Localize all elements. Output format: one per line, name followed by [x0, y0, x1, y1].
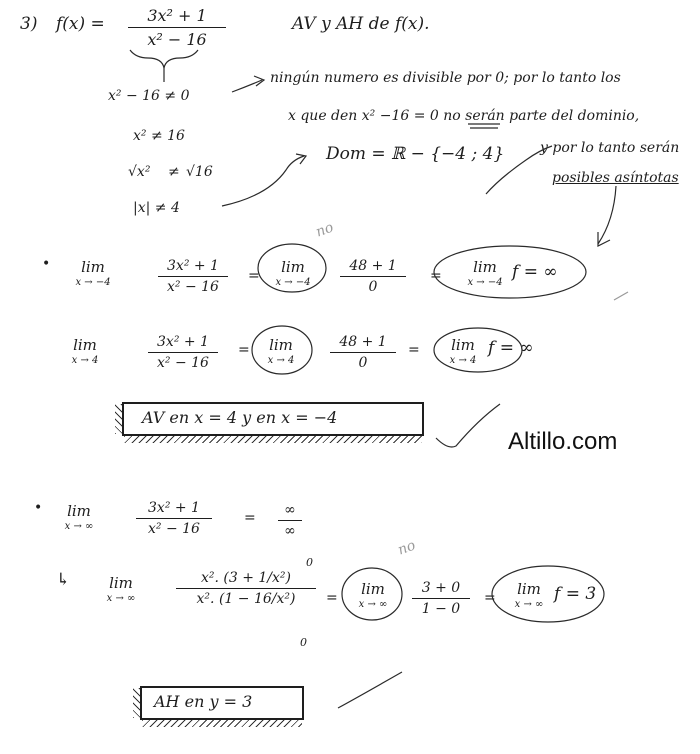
domain-step1: x² − 16 ≠ 0: [108, 88, 190, 104]
bullet: •: [42, 256, 51, 272]
domain-step3-neq: ≠: [168, 164, 180, 180]
lim-word: lim: [451, 336, 475, 354]
arrow-icon: ↳: [56, 570, 71, 590]
numerator: 48 + 1: [349, 258, 397, 274]
circle-result-1: [434, 246, 586, 298]
lim-word: lim: [269, 336, 293, 354]
numerator: 3x² + 1: [157, 334, 209, 350]
tends-to-zero-2: 0: [300, 636, 307, 649]
denominator: x² − 16: [157, 355, 209, 371]
lim-subscript: x → −4: [75, 276, 111, 288]
denominator: x² − 16: [148, 521, 200, 537]
stray-stroke: [614, 292, 628, 300]
arrow-to-domain: [222, 154, 306, 206]
note-line1: ningún numero es divisible por 0; por lo tanto los: [270, 70, 621, 86]
checkmark-ah: [338, 672, 402, 708]
no-mark-1: no: [313, 219, 336, 241]
lim-subscript: x → ∞: [358, 598, 388, 610]
lim-subscript: x → −4: [467, 276, 503, 288]
circle-limit-3: [342, 568, 402, 620]
denominator: x² − 16: [167, 279, 219, 295]
equals-sign: =: [326, 590, 338, 606]
denominator: 0: [368, 279, 378, 295]
lim-word: lim: [81, 258, 105, 276]
domain-step4: |x| ≠ 4: [133, 200, 180, 216]
limit-result-1: f = ∞: [512, 262, 558, 282]
underline-no: [468, 124, 500, 128]
equals-sign: =: [484, 590, 496, 606]
arrow-down-right: [598, 186, 616, 246]
numerator: 3x² + 1: [167, 258, 219, 274]
domain-step3-right: √16: [186, 164, 213, 180]
numerator: ∞: [284, 502, 296, 518]
task-heading: AV y AH de f(x).: [292, 14, 430, 34]
arrow-to-note: [232, 76, 264, 92]
ah-answer: AH en y = 3: [154, 692, 253, 711]
equals-sign: =: [238, 342, 250, 358]
lim-subscript: x → 4: [449, 354, 477, 366]
lim-subscript: x → 4: [267, 354, 295, 366]
av-answer: AV en x = 4 y en x = −4: [142, 408, 338, 427]
function-label: f(x) =: [56, 14, 105, 34]
equals-sign: =: [248, 268, 260, 284]
lim-word: lim: [281, 258, 305, 276]
lim-subscript: x → −4: [275, 276, 311, 288]
function-denominator: x² − 16: [147, 30, 207, 49]
equals-sign: =: [408, 342, 420, 358]
lim-subscript: x → 4: [71, 354, 99, 366]
equals-sign: =: [430, 268, 442, 284]
lim-word: lim: [473, 258, 497, 276]
lim-word: lim: [361, 580, 385, 598]
denominator: 0: [358, 355, 368, 371]
lim-subscript: x → ∞: [514, 598, 544, 610]
limit-result-2: f = ∞: [488, 338, 534, 358]
numerator: 3x² + 1: [148, 500, 200, 516]
tends-to-zero-1: 0: [306, 556, 313, 569]
denominator: 1 − 0: [421, 601, 461, 617]
domain-step2: x² ≠ 16: [133, 128, 185, 144]
circle-result-3: [492, 566, 604, 622]
note-line2: x que den x² −16 = 0 no serán parte del dominio,: [288, 108, 640, 124]
watermark: Altillo.com: [508, 428, 618, 455]
circle-limit-1: [258, 244, 326, 292]
limit-result-3: f = 3: [554, 584, 597, 604]
lim-word: lim: [109, 574, 133, 592]
checkmark-av: [436, 404, 500, 447]
checkmark-domain: [486, 146, 552, 194]
domain-step3-left: √x²: [128, 164, 151, 180]
numerator: 48 + 1: [339, 334, 387, 350]
brace-under-denominator: [130, 50, 198, 68]
denominator: ∞: [284, 523, 296, 539]
numerator: 3 + 0: [421, 580, 461, 596]
lim-word: lim: [73, 336, 97, 354]
numerator: x². (3 + 1/x²): [200, 570, 291, 586]
function-numerator: 3x² + 1: [147, 6, 207, 25]
denominator: x². (1 − 16/x²): [196, 591, 296, 607]
no-mark-2: no: [395, 537, 418, 559]
lim-subscript: x → ∞: [106, 592, 136, 604]
equals-sign: =: [244, 510, 256, 526]
lim-word: lim: [67, 502, 91, 520]
bullet: •: [34, 500, 43, 516]
lim-subscript: x → ∞: [64, 520, 94, 532]
lim-word: lim: [517, 580, 541, 598]
problem-number: 3): [20, 14, 38, 34]
note-line3: y por lo tanto serán: [540, 140, 680, 156]
circle-result-2: [434, 328, 522, 372]
domain-result: Dom = ℝ − {−4 ; 4}: [326, 144, 505, 164]
circle-limit-2: [252, 326, 312, 374]
note-line4: posibles asíntotas: [552, 170, 679, 186]
